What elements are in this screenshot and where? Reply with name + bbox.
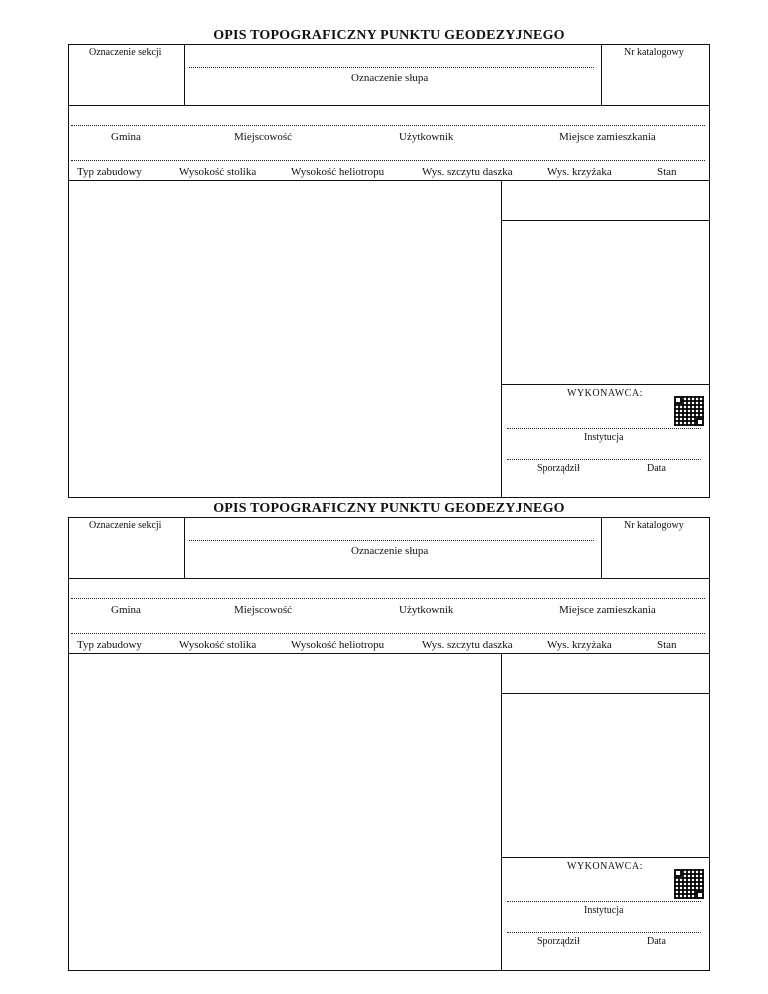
prepared-label: Sporządził <box>537 463 580 474</box>
institution-label: Instytucja <box>584 432 624 443</box>
separator-1 <box>69 105 709 106</box>
section-label: Oznaczenie sekcji <box>89 47 162 58</box>
pillar-field[interactable] <box>189 540 594 541</box>
form-title: OPIS TOPOGRAFICZNY PUNKTU GEODEZYJNEGO <box>213 501 565 516</box>
form-frame <box>68 44 710 498</box>
date-label: Data <box>647 463 666 474</box>
gmina-label: Gmina <box>111 131 141 143</box>
pillar-label: Oznaczenie słupa <box>351 72 429 84</box>
gmina-label: Gmina <box>111 604 141 616</box>
typ-label: Typ zabudowy <box>77 639 142 651</box>
heliotrop-label: Wysokość heliotropu <box>291 166 385 178</box>
form-title: OPIS TOPOGRAFICZNY PUNKTU GEODEZYJNEGO <box>213 28 565 43</box>
signature-field[interactable] <box>507 932 701 933</box>
separator-1 <box>69 578 709 579</box>
section-label: Oznaczenie sekcji <box>89 520 162 531</box>
stan-label: Stan <box>657 639 677 651</box>
detail-area[interactable] <box>502 694 709 857</box>
daszek-label: Wys. szczytu daszka <box>422 166 513 178</box>
heliotrop-label: Wysokość heliotropu <box>291 639 385 651</box>
detail-area[interactable] <box>502 221 709 384</box>
daszek-label: Wys. szczytu daszka <box>422 639 513 651</box>
section-divider <box>184 45 185 105</box>
pillar-label: Oznaczenie słupa <box>351 545 429 557</box>
stan-label: Stan <box>657 166 677 178</box>
qr-code-icon <box>674 869 704 899</box>
location-field[interactable] <box>71 125 705 126</box>
catalog-divider <box>601 518 602 578</box>
stolik-label: Wysokość stolika <box>179 639 257 651</box>
krzyzak-label: Wys. krzyżaka <box>547 639 612 651</box>
miejsce-label: Miejsce zamieszkania <box>559 604 656 616</box>
executor-label: WYKONAWCA: <box>567 388 643 399</box>
catalog-divider <box>601 45 602 105</box>
date-label: Data <box>647 936 666 947</box>
sketch-area[interactable] <box>69 181 501 496</box>
location-field[interactable] <box>71 598 705 599</box>
right-separator-2 <box>501 384 709 385</box>
krzyzak-label: Wys. krzyżaka <box>547 166 612 178</box>
uzytkownik-label: Użytkownik <box>399 604 454 616</box>
stolik-label: Wysokość stolika <box>179 166 257 178</box>
miejscowosc-label: Miejscowość <box>234 131 293 143</box>
institution-field[interactable] <box>507 901 701 902</box>
institution-field[interactable] <box>507 428 701 429</box>
miejsce-label: Miejsce zamieszkania <box>559 131 656 143</box>
pillar-field[interactable] <box>189 67 594 68</box>
heights-field[interactable] <box>71 633 705 634</box>
uzytkownik-label: Użytkownik <box>399 131 454 143</box>
institution-label: Instytucja <box>584 905 624 916</box>
form-frame <box>68 517 710 971</box>
sketch-area[interactable] <box>69 654 501 969</box>
executor-label: WYKONAWCA: <box>567 861 643 872</box>
typ-label: Typ zabudowy <box>77 166 142 178</box>
qr-code-icon <box>674 396 704 426</box>
catalog-label: Nr katalogowy <box>624 47 684 58</box>
signature-field[interactable] <box>507 459 701 460</box>
right-separator-2 <box>501 857 709 858</box>
section-divider <box>184 518 185 578</box>
prepared-label: Sporządził <box>537 936 580 947</box>
miejscowosc-label: Miejscowość <box>234 604 293 616</box>
catalog-label: Nr katalogowy <box>624 520 684 531</box>
heights-field[interactable] <box>71 160 705 161</box>
